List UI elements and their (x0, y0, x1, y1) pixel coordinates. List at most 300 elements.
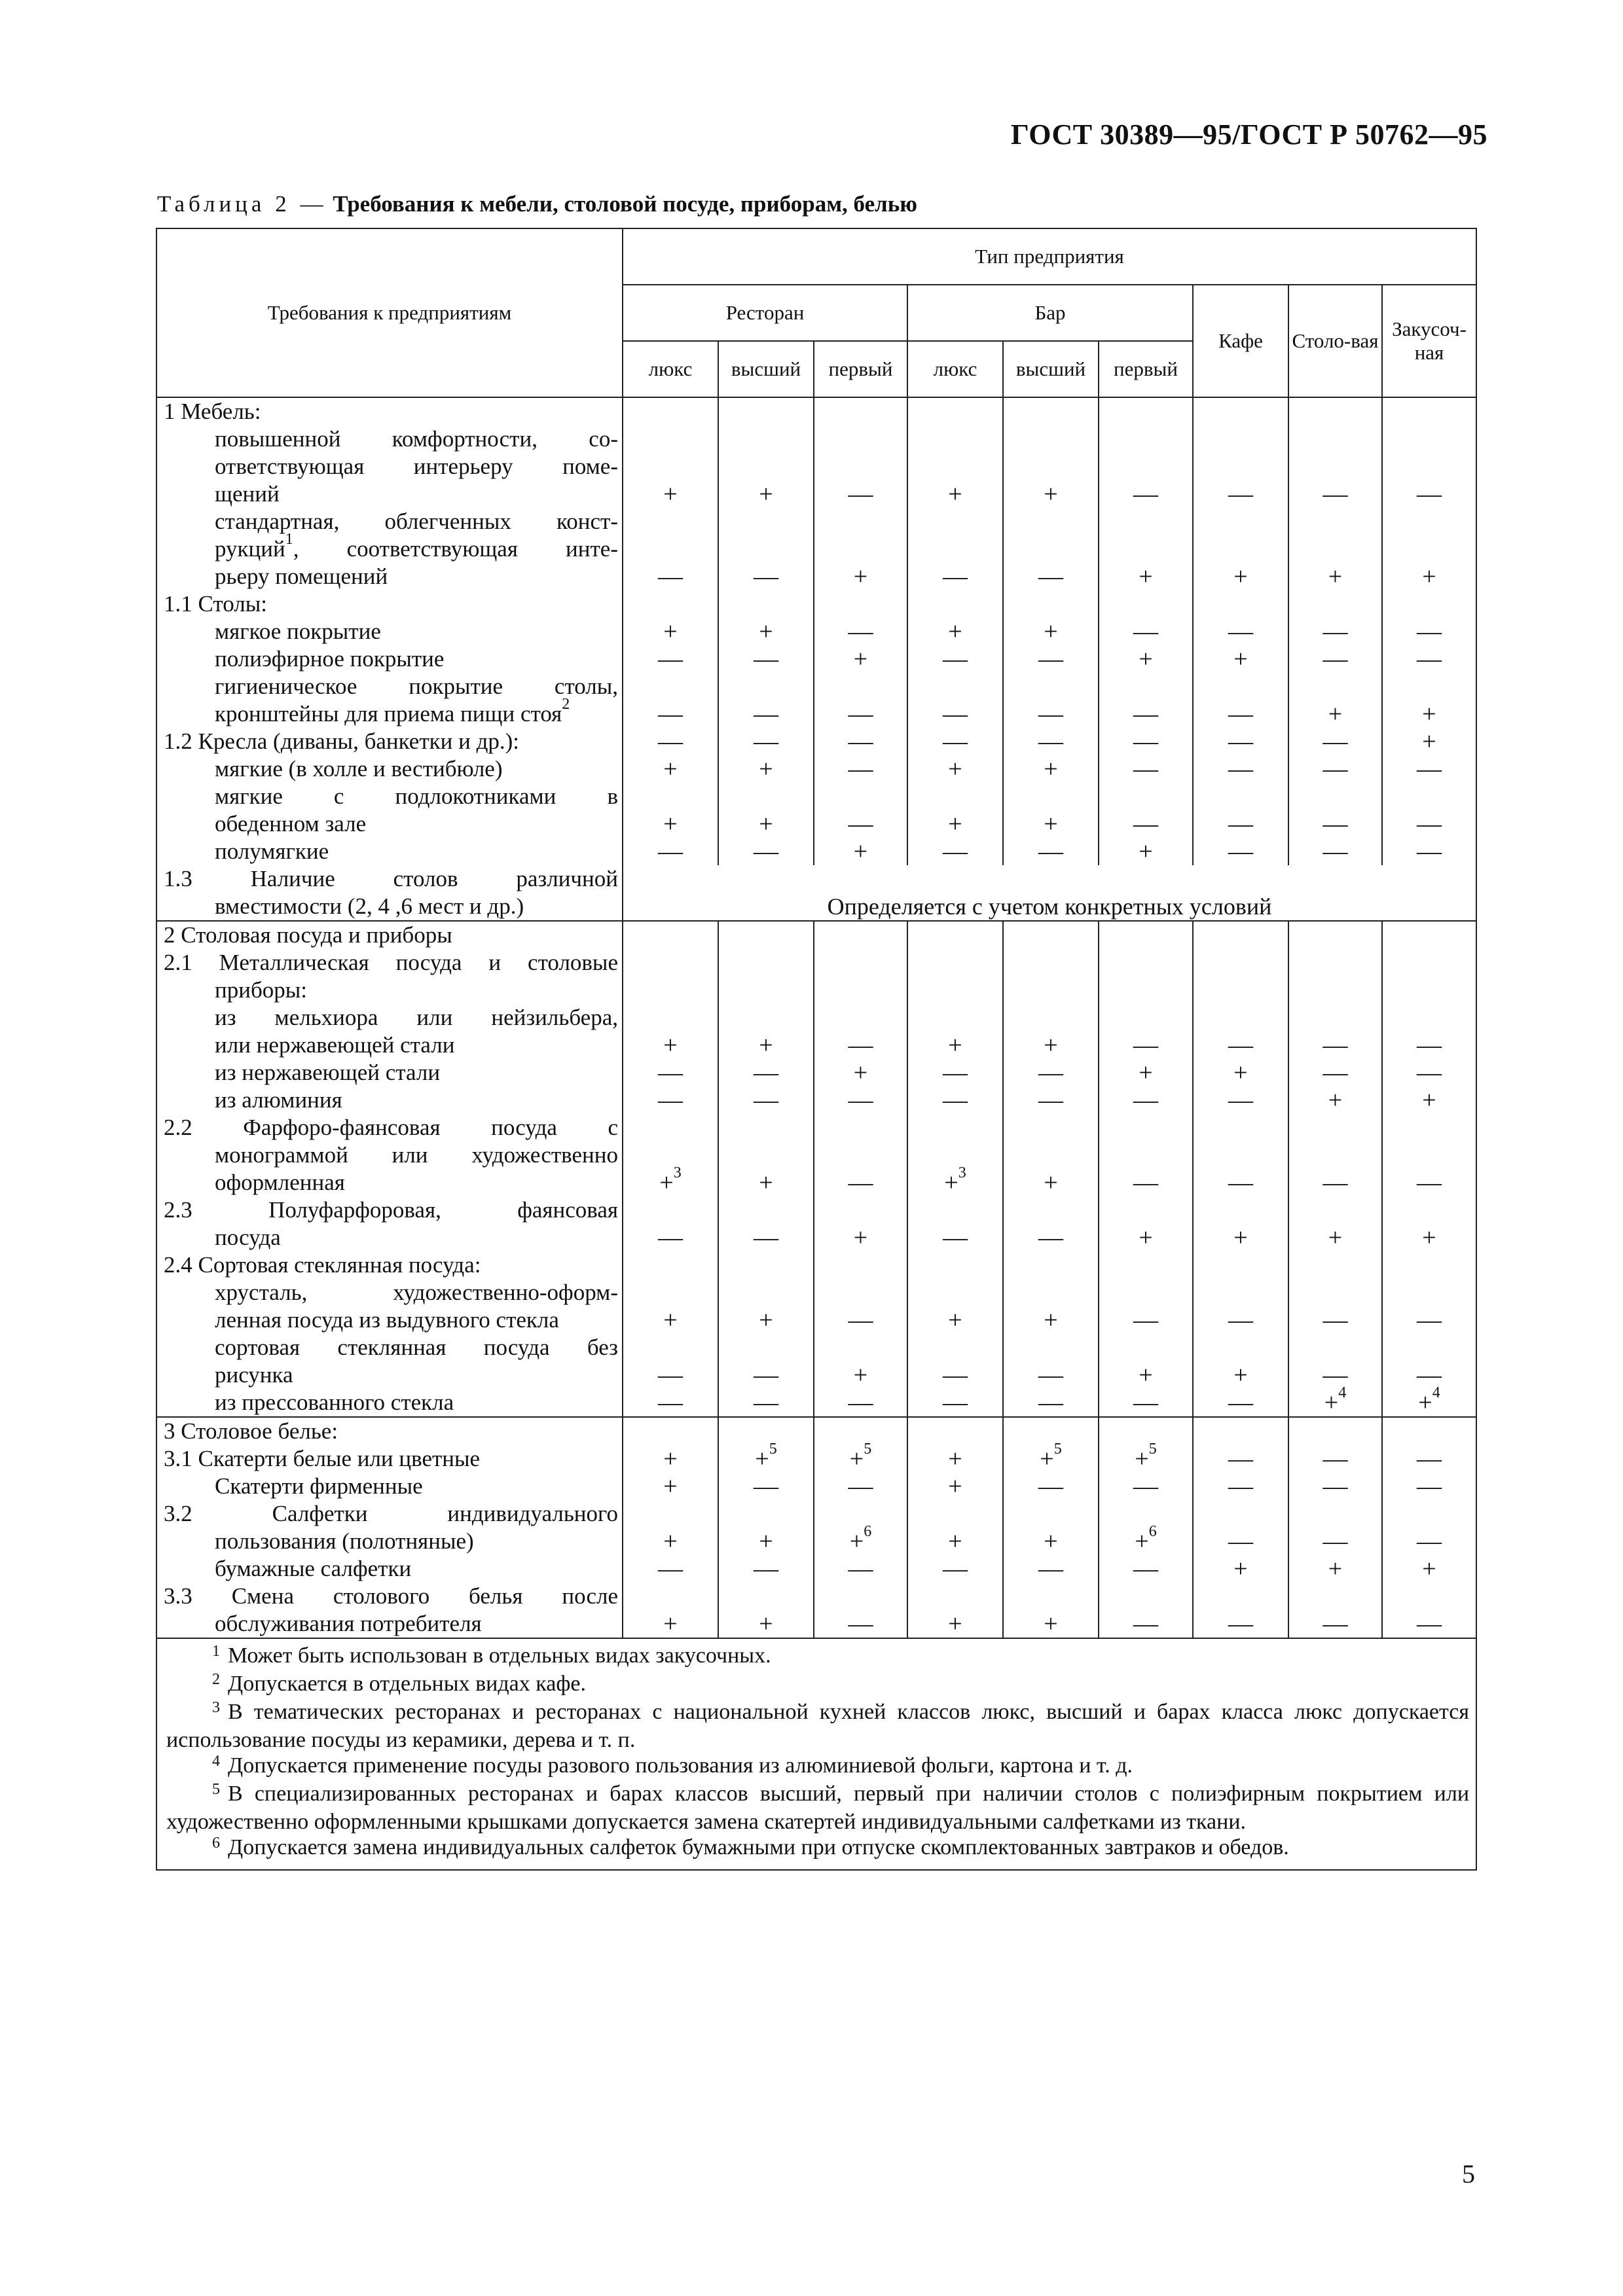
mark-cell: — (1099, 728, 1193, 755)
requirement-cell (156, 508, 623, 590)
mark-cell: — (1382, 1334, 1476, 1389)
mark-cell: + (907, 755, 1003, 783)
footnote-text: В специализированных ресторанах и барах классов высший, первый при наличии столов с полиэфирным покрытием или художественно оформленными крышками допускается замена скатертей индивидуальными салфетками из ткани. (166, 1782, 1470, 1834)
requirements-table (156, 228, 1477, 1871)
table-row (156, 645, 1476, 673)
mark-cell: — (1193, 397, 1288, 508)
mark-cell: + (1003, 1251, 1099, 1334)
requirement-cell (156, 1251, 623, 1334)
requirement-cell (156, 1583, 623, 1638)
mark-cell: — (718, 1196, 814, 1251)
requirement-line: полиэфирное покрытие (215, 646, 445, 672)
mark-cell: + (1099, 1059, 1193, 1086)
mark-cell: — (1288, 755, 1382, 783)
requirement-line: мягкое покрытие (215, 619, 381, 644)
requirement-line: ответствующая интерьеру поме- (215, 454, 618, 479)
requirement-line: 2.1 Металлическая посуда и столовые (164, 950, 618, 975)
requirement-line: кронштейны для приема пищи стоя$^2$ (215, 696, 570, 726)
mark-cell: — (1193, 673, 1288, 728)
mark-cell: — (1193, 1417, 1288, 1473)
mark-cell: — (1003, 1196, 1099, 1251)
requirement-line: обслуживания потребителя (215, 1611, 482, 1636)
mark-cell: + (1193, 645, 1288, 673)
mark-cell: — (1003, 645, 1099, 673)
mark-cell: + (623, 755, 718, 783)
requirement-line: 1.3 Наличие столов различной (164, 866, 618, 891)
mark-cell: — (1003, 728, 1099, 755)
mark-cell: — (814, 1389, 907, 1417)
mark-cell: + (907, 1417, 1003, 1473)
table-row (156, 508, 1476, 590)
mark-cell: — (718, 838, 814, 865)
table-row (156, 1251, 1476, 1334)
requirement-cell (156, 645, 623, 673)
requirement-cell (156, 590, 623, 645)
mark-cell: + (623, 1251, 718, 1334)
mark-cell: + (907, 397, 1003, 508)
mark-cell: + (718, 1114, 814, 1196)
mark-cell: +$^5$ (814, 1417, 907, 1473)
mark-cell: — (1288, 1500, 1382, 1555)
requirement-cell (156, 728, 623, 755)
mark-cell: +$^5$ (718, 1417, 814, 1473)
mark-cell: — (623, 728, 718, 755)
table-row (156, 590, 1476, 645)
mark-cell: — (814, 590, 907, 645)
mark-cell: + (1193, 1555, 1288, 1583)
mark-cell: — (1003, 1389, 1099, 1417)
mark-cell: — (718, 1334, 814, 1389)
mark-cell: — (1382, 397, 1476, 508)
mark-cell: — (814, 755, 907, 783)
mark-cell: — (1099, 1251, 1193, 1334)
mark-cell: — (1193, 1389, 1288, 1417)
requirement-line: стандартная, облегченных конст- (215, 509, 618, 534)
requirement-line: из алюминия (215, 1087, 342, 1113)
requirement-cell (156, 397, 623, 508)
mark-cell: — (1193, 1251, 1288, 1334)
mark-cell: + (907, 783, 1003, 838)
mark-cell: +$^4$ (1382, 1389, 1476, 1417)
mark-cell: — (623, 1059, 718, 1086)
table-row (156, 1059, 1476, 1086)
mark-cell: — (1099, 755, 1193, 783)
mark-cell: + (718, 397, 814, 508)
table-row (156, 1334, 1476, 1389)
requirement-cell (156, 838, 623, 865)
mark-cell: — (623, 645, 718, 673)
mark-cell: — (1003, 1059, 1099, 1086)
mark-cell: — (1382, 590, 1476, 645)
requirement-line: 1 Мебель: (164, 399, 261, 424)
requirement-cell (156, 1114, 623, 1196)
table-row (156, 838, 1476, 865)
requirement-line: 3.1 Скатерти белые или цветные (164, 1446, 481, 1471)
mark-cell: — (814, 921, 907, 1059)
requirement-cell (156, 1473, 623, 1500)
footnote-text: Допускается замена индивидуальных салфеток бумажными при отпуске скомплектованных завтраков и обедов. (228, 1835, 1289, 1859)
mark-cell: — (1193, 1086, 1288, 1114)
mark-cell: — (907, 1196, 1003, 1251)
mark-cell: — (907, 728, 1003, 755)
requirement-line: пользования (полотняные) (215, 1528, 474, 1554)
mark-cell: +$^5$ (1099, 1417, 1193, 1473)
page-number: 5 (1462, 2159, 1475, 2189)
requirement-line: 1.2 Кресла (диваны, банкетки и др.): (164, 728, 520, 754)
mark-cell: + (718, 1251, 814, 1334)
mark-cell: + (623, 1417, 718, 1473)
mark-cell: — (1099, 590, 1193, 645)
mark-cell: — (1193, 755, 1288, 783)
mark-cell: + (814, 1196, 907, 1251)
requirements-column-header: Требования к предприятиям (156, 228, 623, 397)
mark-cell: — (1003, 1334, 1099, 1389)
snackbar-header: Закусоч-ная (1382, 285, 1476, 397)
table-row (156, 397, 1476, 508)
footnote-text: В тематических ресторанах и ресторанах с национальной кухней классов люкс, высший и барах класса люкс допускается использование посуды из керамики, дерева и т. п. (166, 1700, 1470, 1752)
requirement-line: или нержавеющей стали (215, 1032, 455, 1058)
mark-cell: — (1288, 921, 1382, 1059)
mark-cell: — (1288, 1114, 1382, 1196)
requirement-cell (156, 865, 623, 921)
mark-cell: — (623, 673, 718, 728)
mark-cell: — (1193, 1500, 1288, 1555)
mark-cell: + (623, 783, 718, 838)
mark-cell: + (1288, 508, 1382, 590)
mark-cell: — (1382, 1417, 1476, 1473)
requirement-cell (156, 921, 623, 1059)
mark-cell: + (1003, 1583, 1099, 1638)
footnote (166, 1699, 1469, 1753)
footnote (166, 1643, 1469, 1671)
mark-cell: — (1382, 838, 1476, 865)
footnote-text: Допускается применение посуды разового пользования из алюминиевой фольги, картона и т. д. (228, 1753, 1133, 1778)
footnote (166, 1781, 1469, 1835)
mark-cell: — (1003, 673, 1099, 728)
mark-cell: — (1099, 1555, 1193, 1583)
mark-cell: — (814, 673, 907, 728)
table-row (156, 755, 1476, 783)
mark-cell: — (1382, 1500, 1476, 1555)
mark-cell: + (814, 508, 907, 590)
mark-cell: +$^4$ (1288, 1389, 1382, 1417)
mark-cell: + (1193, 1196, 1288, 1251)
requirement-line: гигиеническое покрытие столы, (215, 673, 618, 699)
bar-lux-header: люкс (907, 341, 1003, 397)
table-row (156, 1473, 1476, 1500)
requirement-line: обеденном зале (215, 811, 367, 836)
table-body (156, 397, 1476, 1638)
mark-cell: — (1099, 1114, 1193, 1196)
footnote (166, 1753, 1469, 1781)
table-row (156, 783, 1476, 838)
mark-cell: — (718, 1389, 814, 1417)
requirement-line: 2.3 Полуфарфоровая, фаянсовая (164, 1197, 618, 1223)
mark-cell: — (1382, 921, 1476, 1059)
mark-cell: + (1003, 783, 1099, 838)
requirement-line: 3 Столовое белье: (164, 1418, 338, 1444)
mark-cell: + (1288, 1196, 1382, 1251)
requirement-line: 3.2 Салфетки индивидуального (164, 1501, 618, 1526)
mark-cell: + (718, 590, 814, 645)
requirement-line: рукций$^1$, соответствующая инте- (215, 531, 618, 562)
footnote (166, 1835, 1469, 1863)
mark-cell: — (1288, 1583, 1382, 1638)
mark-cell: — (1382, 1583, 1476, 1638)
mark-cell: — (1099, 397, 1193, 508)
footnote-number: 3 (212, 1699, 220, 1716)
requirement-line: 2 Столовая посуда и приборы (164, 922, 452, 948)
restaurant-header: Ресторан (623, 285, 907, 341)
mark-cell: + (1099, 838, 1193, 865)
mark-cell: — (1099, 1583, 1193, 1638)
mark-cell: + (623, 1500, 718, 1555)
requirement-line: повышенной комфортности, со- (215, 426, 618, 452)
mark-cell: — (718, 1086, 814, 1114)
mark-cell: — (1099, 783, 1193, 838)
bar-first-header: первый (1099, 341, 1193, 397)
footnote-number: 5 (212, 1781, 220, 1798)
requirement-cell (156, 783, 623, 838)
enterprise-type-header: Тип предприятия (623, 228, 1476, 285)
mark-cell: +$^6$ (1099, 1500, 1193, 1555)
bar-header: Бар (907, 285, 1193, 341)
footnote (166, 1671, 1469, 1699)
requirement-line: Скатерти фирменные (215, 1473, 423, 1499)
table-row (156, 865, 1476, 921)
mark-cell: — (814, 1473, 907, 1500)
restaurant-higher-header: высший (718, 341, 814, 397)
mark-cell: — (1193, 1473, 1288, 1500)
mark-cell: + (623, 590, 718, 645)
mark-cell: + (623, 1473, 718, 1500)
requirement-line: сортовая стеклянная посуда без (215, 1335, 618, 1360)
mark-cell: — (1003, 508, 1099, 590)
footnote-number: 4 (212, 1753, 220, 1770)
footnote-text: Может быть использован в отдельных видах закусочных. (228, 1643, 771, 1668)
requirement-line: из мельхиора или нейзильбера, (215, 1005, 618, 1030)
requirement-line: оформленная (215, 1170, 345, 1195)
mark-cell: — (718, 1555, 814, 1583)
mark-cell: — (907, 838, 1003, 865)
mark-cell: + (814, 1059, 907, 1086)
mark-cell: +$^6$ (814, 1500, 907, 1555)
mark-cell: — (1382, 1251, 1476, 1334)
footnote-number: 1 (212, 1643, 220, 1660)
table-row (156, 673, 1476, 728)
mark-cell: — (1382, 1473, 1476, 1500)
table-caption-label: Таблица 2 — (157, 191, 327, 217)
mark-cell: — (907, 508, 1003, 590)
mark-cell: + (1003, 397, 1099, 508)
mark-cell: — (1099, 1389, 1193, 1417)
mark-cell: + (718, 755, 814, 783)
mark-cell: — (1288, 645, 1382, 673)
requirement-line: монограммой или художественно (215, 1142, 618, 1168)
mark-cell: — (1193, 728, 1288, 755)
mark-cell: + (718, 1500, 814, 1555)
requirement-line: посуда (215, 1225, 281, 1250)
mark-cell: — (814, 728, 907, 755)
mark-cell: — (718, 673, 814, 728)
mark-cell: — (907, 1389, 1003, 1417)
mark-cell: + (1193, 1334, 1288, 1389)
mark-cell: + (1099, 1196, 1193, 1251)
mark-cell: + (907, 921, 1003, 1059)
requirement-line: вместимости (2, 4 ,6 мест и др.) (215, 893, 524, 919)
requirement-line: 2.4 Сортовая стеклянная посуда: (164, 1252, 481, 1278)
canteen-header: Столо-вая (1288, 285, 1382, 397)
mark-cell: + (907, 1251, 1003, 1334)
merged-cell: Определяется с учетом конкретных условий (623, 865, 1476, 921)
footnote-number: 2 (212, 1671, 220, 1688)
mark-cell: — (623, 508, 718, 590)
table-row (156, 1500, 1476, 1555)
mark-cell: — (1193, 1114, 1288, 1196)
mark-cell: — (814, 1086, 907, 1114)
mark-cell: — (1288, 1334, 1382, 1389)
mark-cell: — (1382, 645, 1476, 673)
mark-cell: — (907, 1086, 1003, 1114)
requirement-line: ленная посуда из выдувного стекла (215, 1307, 559, 1333)
mark-cell: + (907, 1583, 1003, 1638)
table-row (156, 1114, 1476, 1196)
requirement-line: полумягкие (215, 838, 329, 864)
mark-cell: + (814, 838, 907, 865)
requirement-line: приборы: (215, 977, 308, 1003)
footnote-text: Допускается в отдельных видах кафе. (228, 1672, 586, 1696)
mark-cell: — (718, 1473, 814, 1500)
requirement-cell (156, 755, 623, 783)
mark-cell: — (1003, 838, 1099, 865)
requirement-cell (156, 1417, 623, 1473)
cafe-header: Кафе (1193, 285, 1288, 397)
mark-cell: + (907, 1500, 1003, 1555)
mark-cell: — (623, 1196, 718, 1251)
mark-cell: — (718, 1059, 814, 1086)
requirement-line: 2.2 Фарфоро-фаянсовая посуда с (164, 1115, 618, 1140)
mark-cell: — (623, 1334, 718, 1389)
mark-cell: + (1099, 508, 1193, 590)
requirement-cell (156, 1059, 623, 1086)
mark-cell: — (1382, 1114, 1476, 1196)
table-row (156, 1583, 1476, 1638)
mark-cell: — (814, 1251, 907, 1334)
requirement-line: рьеру помещений (215, 564, 388, 589)
mark-cell: + (907, 590, 1003, 645)
table-row (156, 1086, 1476, 1114)
mark-cell: — (1193, 783, 1288, 838)
mark-cell: + (1288, 1555, 1382, 1583)
requirement-cell (156, 1086, 623, 1114)
table-row (156, 1389, 1476, 1417)
mark-cell: — (1382, 755, 1476, 783)
mark-cell: — (1193, 838, 1288, 865)
mark-cell: + (1288, 1086, 1382, 1114)
mark-cell: — (1288, 1417, 1382, 1473)
bar-higher-header: высший (1003, 341, 1099, 397)
mark-cell: — (1099, 1086, 1193, 1114)
mark-cell: + (1003, 1500, 1099, 1555)
table-row (156, 1196, 1476, 1251)
requirement-line: бумажные салфетки (215, 1556, 412, 1581)
mark-cell: — (907, 1555, 1003, 1583)
mark-cell: + (1003, 921, 1099, 1059)
footnotes (156, 1638, 1476, 1870)
requirement-cell (156, 1500, 623, 1555)
mark-cell: — (623, 1389, 718, 1417)
mark-cell: — (1288, 838, 1382, 865)
mark-cell: + (814, 1334, 907, 1389)
mark-cell: + (1288, 673, 1382, 728)
mark-cell: + (623, 397, 718, 508)
mark-cell: + (1382, 673, 1476, 728)
requirement-cell (156, 1389, 623, 1417)
mark-cell: +$^3$ (907, 1114, 1003, 1196)
mark-cell: — (1003, 1473, 1099, 1500)
mark-cell: — (814, 397, 907, 508)
requirement-line: 3.3 Смена столового белья после (164, 1583, 618, 1609)
mark-cell: — (623, 1555, 718, 1583)
table-caption (157, 191, 917, 217)
requirement-line: щений (215, 481, 280, 507)
requirement-line: рисунка (215, 1362, 293, 1388)
mark-cell: + (1382, 508, 1476, 590)
requirement-cell (156, 1555, 623, 1583)
mark-cell: — (814, 1583, 907, 1638)
mark-cell: + (1003, 755, 1099, 783)
mark-cell: + (1382, 1555, 1476, 1583)
mark-cell: — (623, 1086, 718, 1114)
mark-cell: — (1288, 397, 1382, 508)
mark-cell: — (1288, 728, 1382, 755)
mark-cell: — (907, 1059, 1003, 1086)
mark-cell: + (1099, 645, 1193, 673)
requirement-cell (156, 1334, 623, 1389)
mark-cell: — (1003, 1086, 1099, 1114)
mark-cell: — (718, 508, 814, 590)
mark-cell: + (1003, 590, 1099, 645)
mark-cell: — (814, 783, 907, 838)
mark-cell: + (718, 1583, 814, 1638)
table-row (156, 1555, 1476, 1583)
mark-cell: — (718, 728, 814, 755)
mark-cell: — (814, 1555, 907, 1583)
footnote-number: 6 (212, 1835, 220, 1852)
requirement-line: мягкие с подлокотниками в (215, 783, 618, 809)
restaurant-lux-header: люкс (623, 341, 718, 397)
mark-cell: + (1382, 1086, 1476, 1114)
table-row (156, 1417, 1476, 1473)
mark-cell: + (1193, 508, 1288, 590)
requirement-line: хрусталь, художественно-оформ- (215, 1280, 618, 1305)
table-caption-title: Требования к мебели, столовой посуде, приборам, белью (333, 191, 917, 217)
mark-cell: + (718, 921, 814, 1059)
mark-cell: + (1099, 1334, 1193, 1389)
mark-cell: — (1193, 590, 1288, 645)
mark-cell: — (1099, 1473, 1193, 1500)
mark-cell: — (623, 838, 718, 865)
mark-cell: — (1193, 1583, 1288, 1638)
mark-cell: — (1099, 921, 1193, 1059)
mark-cell: + (1382, 728, 1476, 755)
mark-cell: + (1193, 1059, 1288, 1086)
requirement-line: из прессованного стекла (215, 1390, 454, 1415)
mark-cell: + (1382, 1196, 1476, 1251)
requirement-cell (156, 1196, 623, 1251)
mark-cell: — (907, 673, 1003, 728)
mark-cell: — (1288, 1473, 1382, 1500)
